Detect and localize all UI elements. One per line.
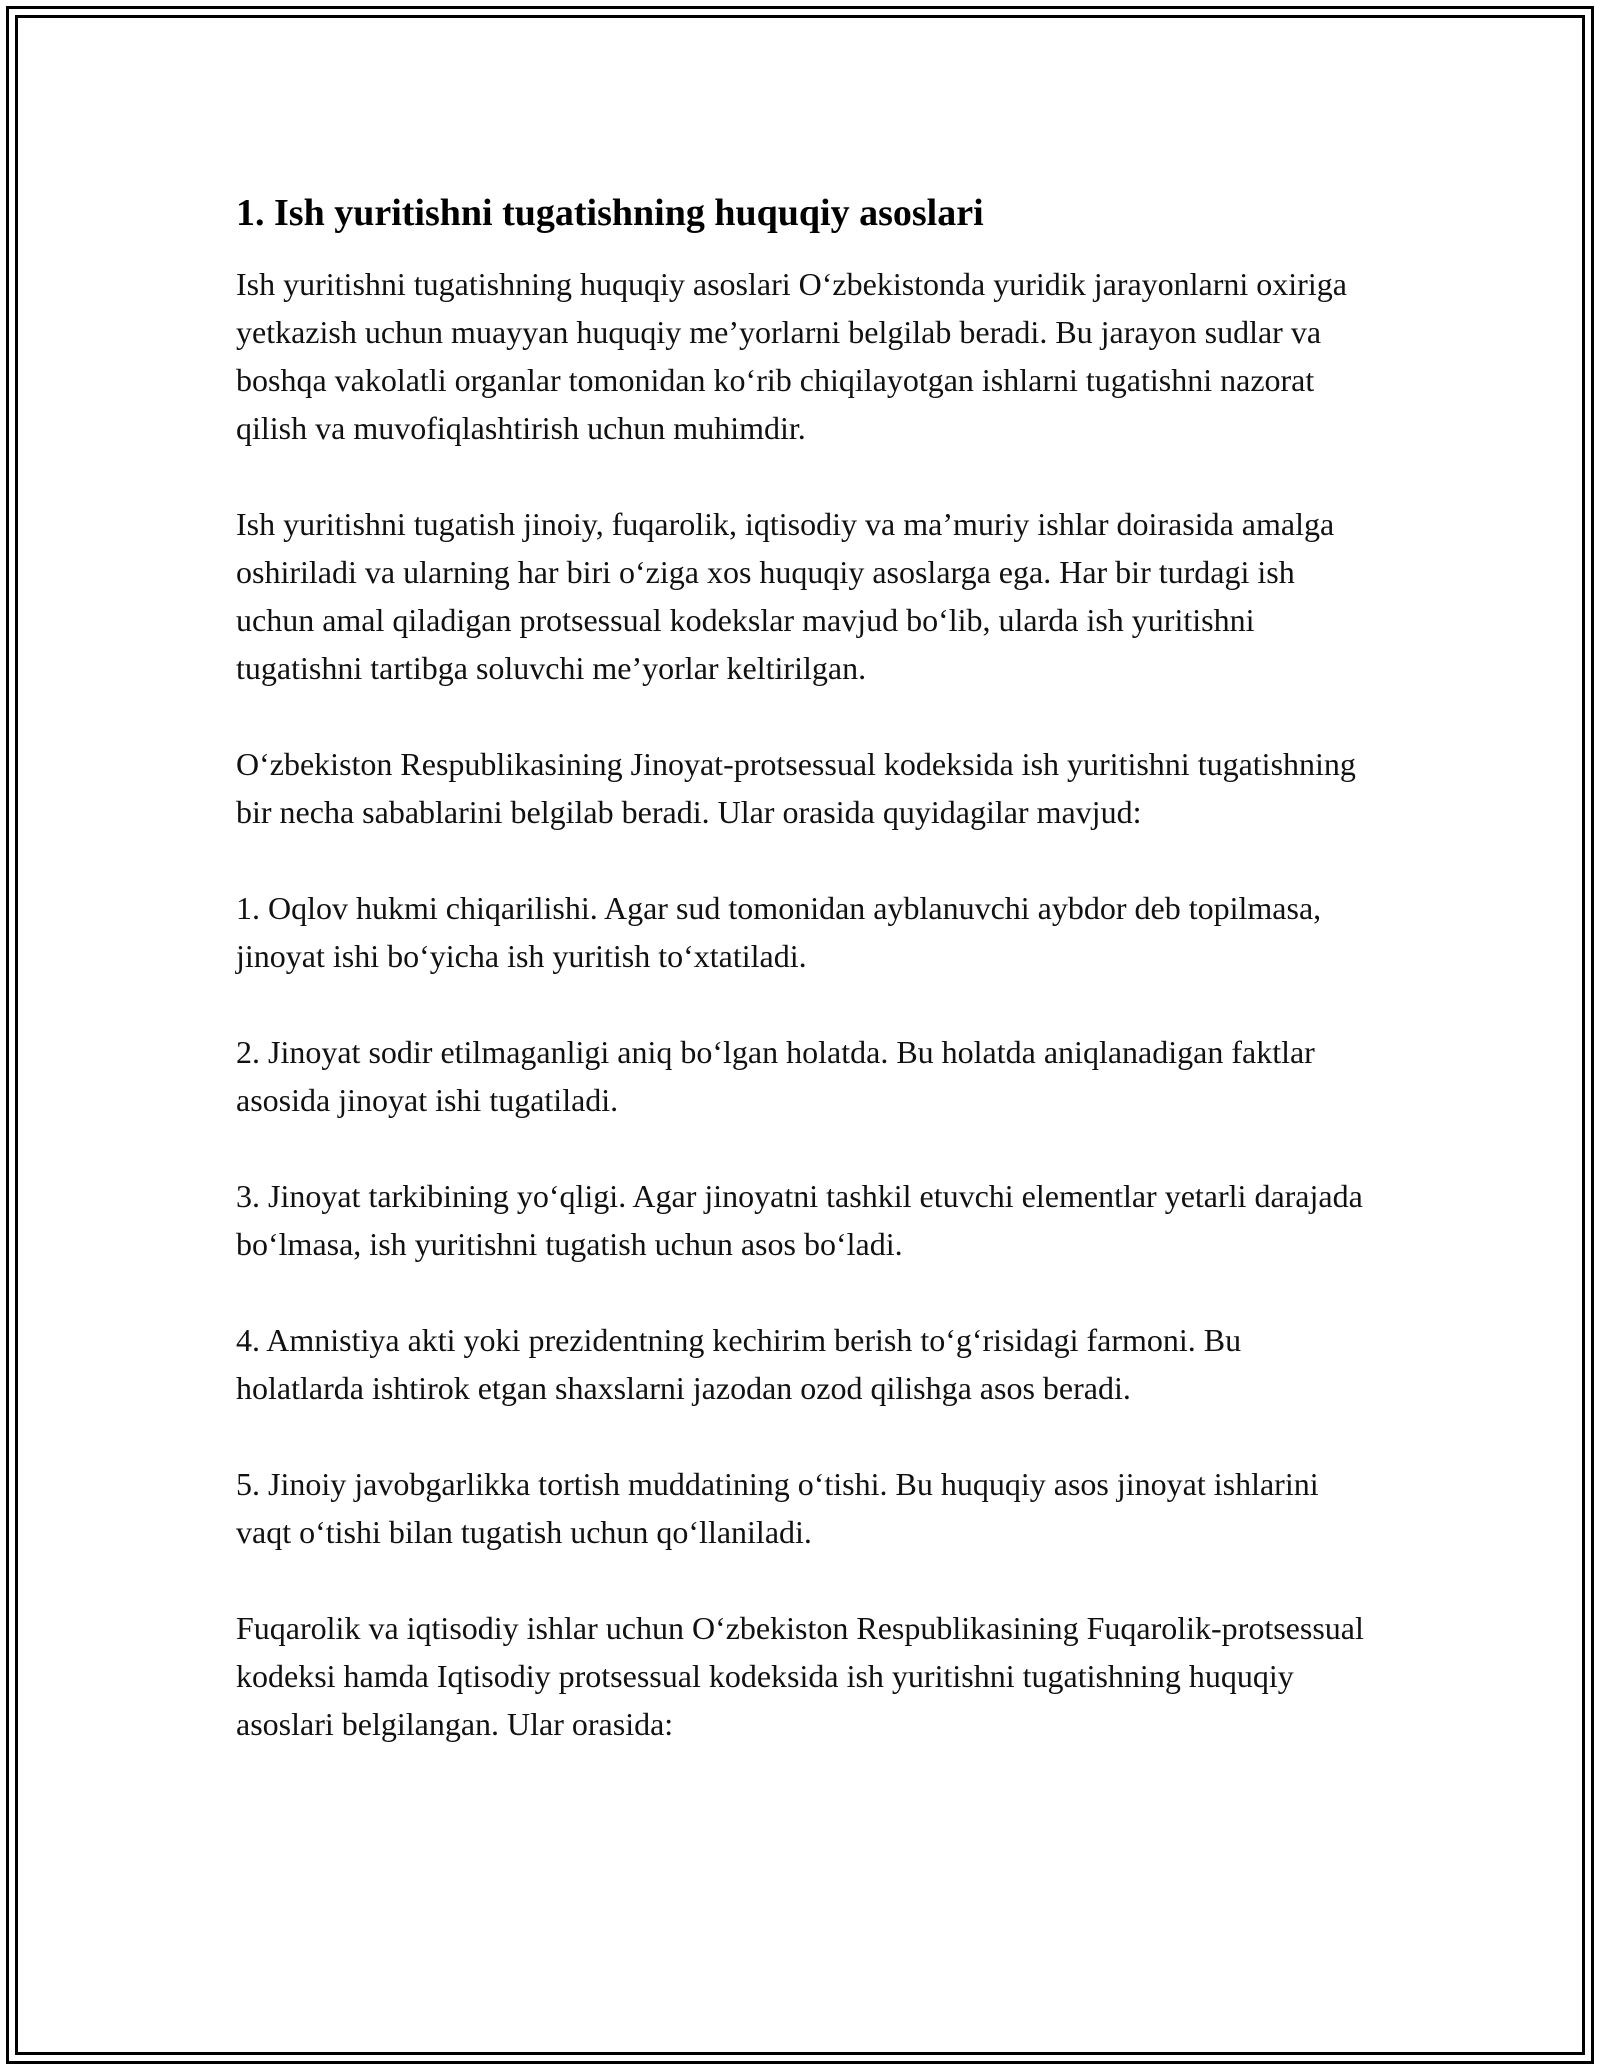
paragraph-scope: Ish yuritishni tugatish jinoiy, fuqarolik, iqtisodiy va ma’muriy ishlar doirasida amalga oshiriladi va ularning har biri o‘ziga xos huquqiy asoslarga ega. Har bir turdagi ish uchun amal qiladigan protsessual kodekslar mavjud bo‘lib, ularda ish yuritishni tugatishni tartibga soluvchi me’yorlar keltirilgan. [236,506,1335,686]
paragraph-criminal-code: O‘zbekiston Respublikasining Jinoyat-protsessual kodeksida ish yuritishni tugatishning bir necha sabablarini belgilab beradi. Ular orasida quyidagilar mavjud: [236,746,1356,830]
document-body [236,188,1376,1796]
paragraph-intro: Ish yuritishni tugatishning huquqiy asoslari O‘zbekistonda yuridik jarayonlarni oxiriga yetkazish uchun muayyan huquqiy me’yorlarni belgilab beradi. Bu jarayon sudlar va boshqa vakolatli organlar tomonidan ko‘rib chiqilayotgan ishlarni tugatishni nazorat qilish va muvofiqlashtirish uchun muhimdir. [236,266,1347,446]
list-item-5: 5. Jinoiy javobgarlikka tortish muddatining o‘tishi. Bu huquqiy asos jinoyat ishlarini vaqt o‘tishi bilan tugatish uchun qo‘llaniladi. [236,1466,1319,1550]
list-item-2: 2. Jinoyat sodir etilmaganligi aniq bo‘lgan holatda. Bu holatda aniqlanadigan faktlar asosida jinoyat ishi tugatiladi. [236,1034,1315,1118]
list-item-1: 1. Oqlov hukmi chiqarilishi. Agar sud tomonidan ayblanuvchi aybdor deb topilmasa, jinoyat ishi bo‘yicha ish yuritish to‘xtatiladi. [236,890,1322,974]
section-heading: 1. Ish yuritishni tugatishning huquqiy asoslari [236,192,984,234]
paragraph-civil-economic: Fuqarolik va iqtisodiy ishlar uchun O‘zbekiston Respublikasining Fuqarolik-protsessual kodeksi hamda Iqtisodiy protsessual kodeksida ish yuritishni tugatishning huquqiy asoslari belgilangan. Ular orasida: [236,1610,1364,1742]
list-item-3: 3. Jinoyat tarkibining yo‘qligi. Agar jinoyatni tashkil etuvchi elementlar yetarli darajada bo‘lmasa, ish yuritishni tugatish uchun asos bo‘ladi. [236,1178,1363,1262]
list-item-4: 4. Amnistiya akti yoki prezidentning kechirim berish to‘g‘risidagi farmoni. Bu holatlarda ishtirok etgan shaxslarni jazodan ozod qilishga asos beradi. [236,1322,1242,1406]
